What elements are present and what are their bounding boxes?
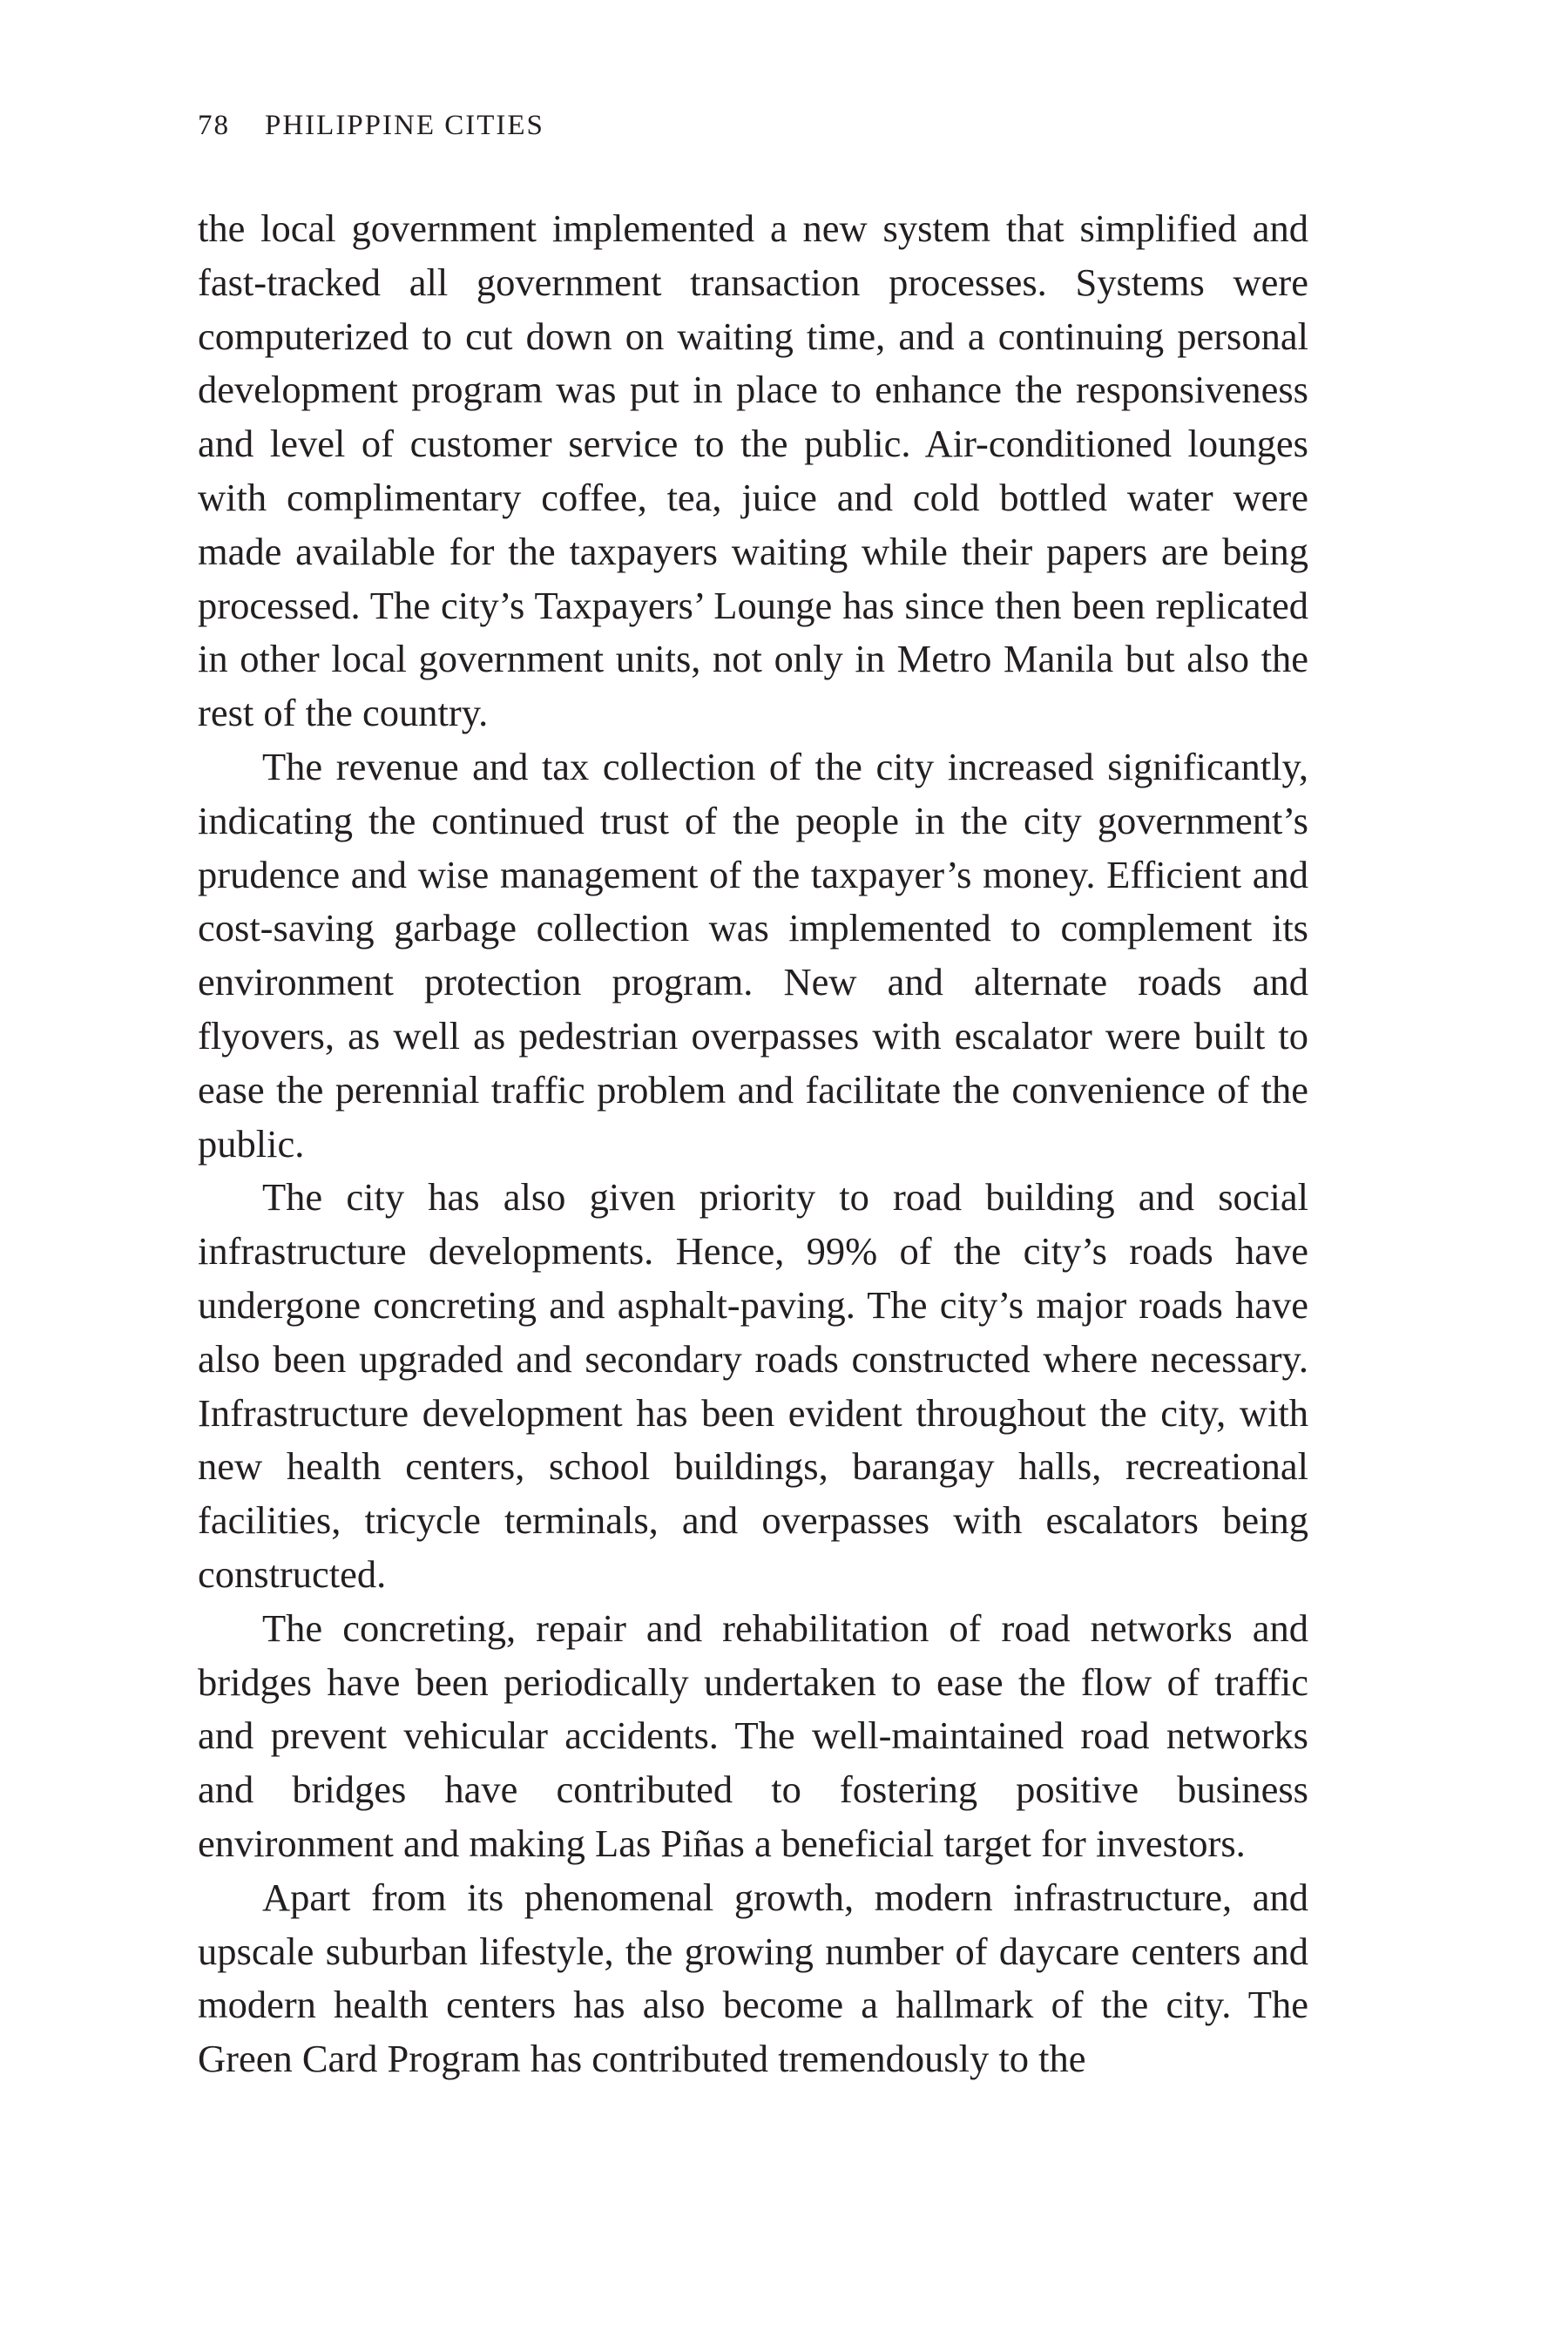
paragraph-5: Apart from its phenomenal growth, modern infrastructure, and upscale suburban lifestyle, the growing number of daycare centers and modern health centers has also become a hallmark of the city. The Green Card Program has contributed tremendously to the bbox=[198, 1875, 1308, 2081]
running-head bbox=[198, 106, 544, 145]
running-title: PHILIPPINE CITIES bbox=[265, 110, 544, 141]
body-text bbox=[198, 202, 1308, 2086]
paragraph-3: The city has also given priority to road building and social infrastructure developments. Hence, 99% of the city’s roads have undergone concreting and asphalt-paving. The city’s major roads have also been upgraded and secondary roads constructed where necessary. Infrastructure development has been evident throughout the city, with new health centers, school buildings, barangay halls, recreational facilities, tricycle terminals, and overpasses with escalators being constructed. bbox=[198, 1175, 1308, 1596]
paragraph-2: The revenue and tax collection of the city increased significantly, indicating the continued trust of the people in the city government’s prudence and wise management of the taxpayer’s money. Efficient and cost-saving garbage collection was implemented to complement its environment protection program. New and alternate roads and flyovers, as well as pedestrian overpasses with escalator were built to ease the perennial traffic problem and facilitate the convenience of the public. bbox=[198, 744, 1308, 1166]
page-number: 78 bbox=[198, 110, 230, 141]
paragraph-4: The concreting, repair and rehabilitation of road networks and bridges have been periodically undertaken to ease the flow of traffic and prevent vehicular accidents. The well-maintained road networks and bridges have contributed to fostering positive business environment and making Las Piñas a beneficial target for investors. bbox=[198, 1605, 1308, 1865]
paragraph-1: the local government implemented a new system that simplified and fast-tracked all government transaction processes. Systems were computerized to cut down on waiting time, and a continuing personal development program was put in place to enhance the responsiveness and level of customer service to the public. Air-conditioned lounges with complimentary coffee, tea, juice and cold bottled water were made available for the taxpayers waiting while their papers are being processed. The city’s Taxpayers’ Lounge has since then been replicated in other local government units, not only in Metro Manila but also the rest of the country. bbox=[198, 206, 1308, 735]
